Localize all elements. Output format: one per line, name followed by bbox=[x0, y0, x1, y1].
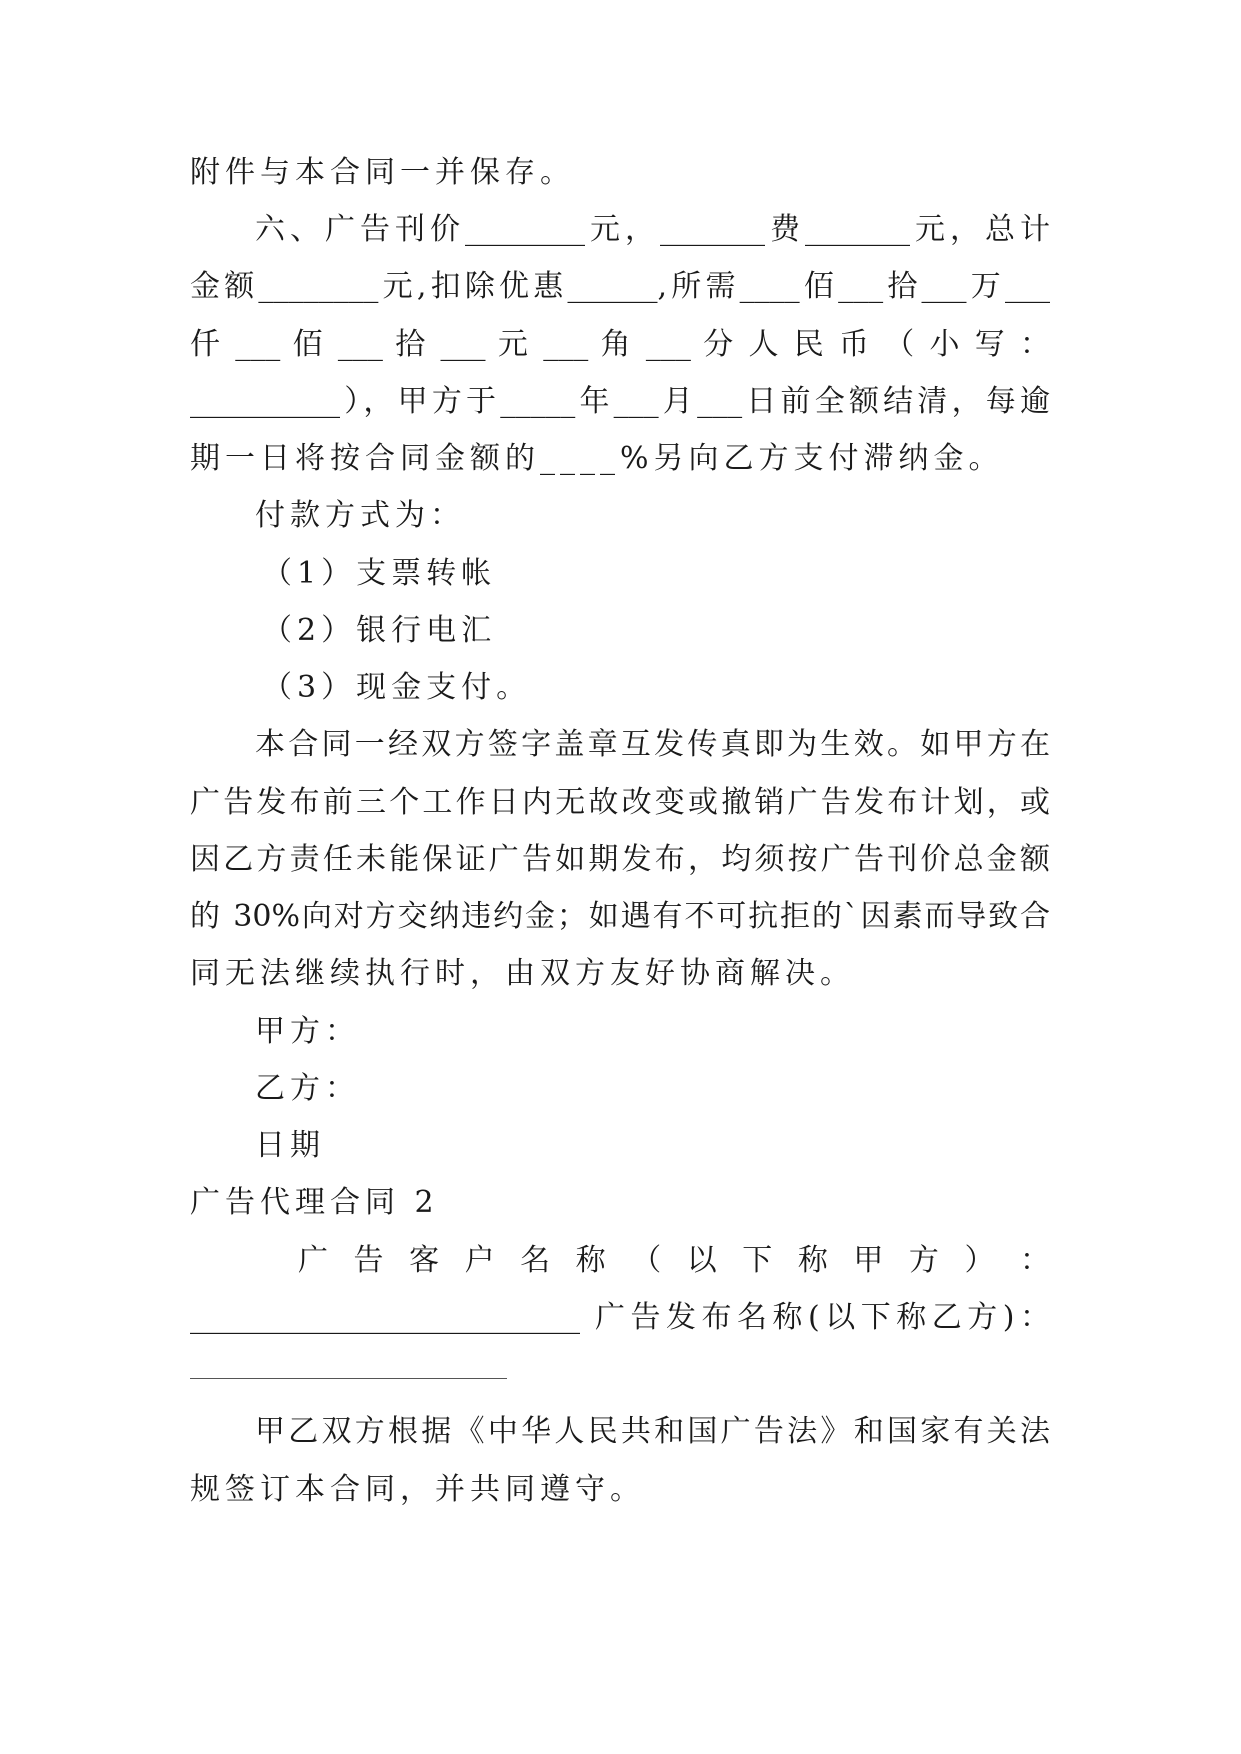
text-line: 规签订本合同，并共同遵守。 bbox=[190, 1472, 645, 1507]
text-line: 甲乙双方根据《中华人民共和国广告法》和国家有关法 bbox=[255, 1414, 1050, 1449]
text-line: __________________________ 广告发布名称(以下称乙方)： bbox=[190, 1300, 1050, 1335]
text-line: 六、广告刊价________元，_______费_______元，总计 bbox=[255, 212, 1050, 247]
text-line: 的 30%向对方交纳违约金；如遇有不可抗拒的`因素而导致合 bbox=[190, 899, 1050, 934]
signature-date: 日期 bbox=[255, 1128, 325, 1163]
text-line: 本合同一经双方签字盖章互发传真即为生效。如甲方在 bbox=[255, 727, 1050, 762]
text-line: 仟 ___ 佰 ___ 拾 ___ 元 ___ 角 ___ 分 人 民 币 （ 小 写 ： bbox=[190, 327, 1050, 362]
list-item: （1）支票转帐 bbox=[262, 556, 497, 591]
list-item: （2）银行电汇 bbox=[262, 613, 497, 648]
blank-underline bbox=[190, 1378, 507, 1379]
text-line: 金额________元,扣除优惠______,所需____佰___拾___万___ bbox=[190, 269, 1050, 304]
list-item: （3）现金支付。 bbox=[262, 670, 532, 705]
text-line: __________），甲方于_____年___月___日前全额结清，每逾 bbox=[190, 384, 1050, 419]
signature-party-b: 乙方： bbox=[255, 1071, 360, 1106]
text-line: 付款方式为： bbox=[255, 498, 465, 533]
text-line: 附件与本合同一并保存。 bbox=[190, 155, 575, 190]
text-line: 因乙方责任未能保证广告如期发布，均须按广告刊价总金额 bbox=[190, 842, 1050, 877]
text-line: 同无法继续执行时，由双方友好协商解决。 bbox=[190, 956, 855, 991]
signature-party-a: 甲方： bbox=[255, 1014, 360, 1049]
text-line: 广告发布前三个工作日内无故改变或撤销广告发布计划，或 bbox=[190, 785, 1050, 820]
section-heading: 广告代理合同 2 bbox=[190, 1185, 439, 1220]
text-line: 广 告 客 户 名 称 （ 以 下 称 甲 方 ） ： bbox=[298, 1243, 1050, 1278]
text-line: 期一日将按合同金额的____%另向乙方支付滞纳金。 bbox=[190, 441, 1004, 476]
